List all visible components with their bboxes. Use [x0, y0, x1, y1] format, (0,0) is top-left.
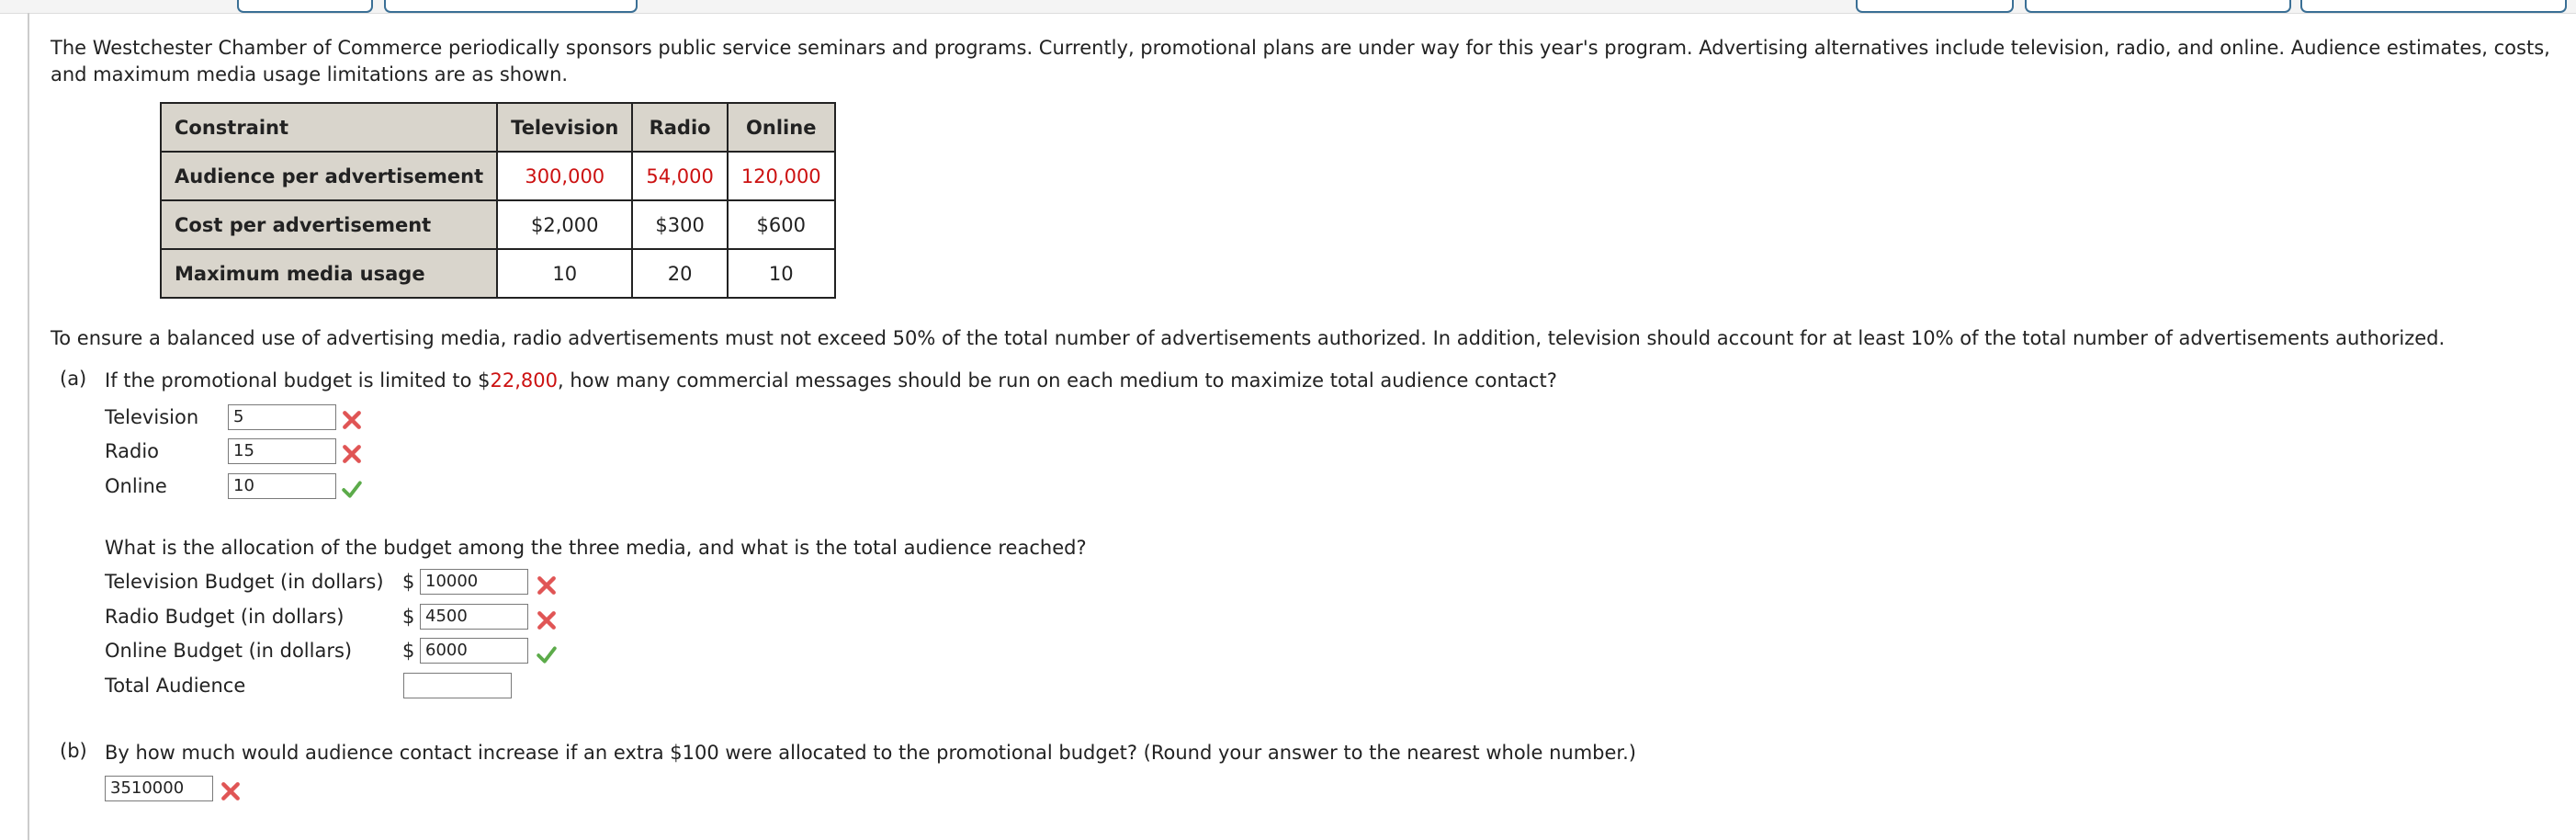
cross-icon: [342, 410, 362, 430]
dollar-sign: $: [402, 606, 415, 628]
table-cell: $300: [632, 200, 727, 249]
toolbar-button[interactable]: [1856, 0, 2014, 13]
table-cell: 20: [632, 249, 727, 298]
part-b-marker: (b): [60, 740, 87, 762]
table-header-cell: Radio: [632, 103, 727, 152]
cross-icon: [537, 575, 557, 596]
row-label: Cost per advertisement: [161, 200, 497, 249]
radio-budget-input[interactable]: 4500: [420, 604, 528, 630]
toolbar-button[interactable]: [237, 0, 373, 13]
table-row: [161, 249, 835, 298]
intro-text: The Westchester Chamber of Commerce periodically sponsors public service seminars and programs. Currently, promotional plans are under way for this year's program. Advertising alternatives include television, radio, and online. Audience estimates, costs, and maximum media usage limitations are as shown.: [51, 37, 2550, 85]
question-text: If the promotional budget is limited to $: [105, 369, 491, 392]
table-header-row: [161, 103, 835, 152]
toolbar-button[interactable]: [2300, 0, 2567, 13]
radio-label: Radio: [105, 440, 160, 462]
toolbar-button[interactable]: [384, 0, 638, 13]
television-budget-input[interactable]: 10000: [420, 569, 528, 595]
allocation-question: What is the allocation of the budget among the three media, and what is the total audience reached?: [105, 537, 1087, 559]
media-table: [160, 102, 836, 299]
dollar-sign: $: [402, 640, 415, 662]
table-cell: $600: [728, 200, 835, 249]
cross-icon: [537, 610, 557, 630]
audience-increase-input[interactable]: 3510000: [105, 776, 213, 801]
check-icon: [342, 479, 362, 499]
online-input[interactable]: 10: [228, 473, 336, 499]
table-cell: 10: [497, 249, 632, 298]
table-row: [161, 200, 835, 249]
online-budget-label: Online Budget (in dollars): [105, 640, 353, 662]
table-header-cell: Online: [728, 103, 835, 152]
table-cell: $2,000: [497, 200, 632, 249]
television-budget-label: Television Budget (in dollars): [105, 571, 384, 593]
top-toolbar: [0, 0, 2576, 14]
cross-icon: [220, 781, 241, 801]
radio-input[interactable]: 15: [228, 438, 336, 464]
online-label: Online: [105, 475, 167, 497]
online-budget-input[interactable]: 6000: [420, 638, 528, 664]
part-a-question: [105, 368, 1557, 394]
check-icon: [537, 644, 557, 664]
row-label: Audience per advertisement: [161, 152, 497, 200]
radio-budget-label: Radio Budget (in dollars): [105, 606, 345, 628]
table-header-cell: Constraint: [161, 103, 497, 152]
toolbar-button[interactable]: [2025, 0, 2291, 13]
table-cell: 120,000: [728, 152, 835, 200]
television-input[interactable]: 5: [228, 404, 336, 430]
table-header-cell: Television: [497, 103, 632, 152]
table-row: [161, 152, 835, 200]
cross-icon: [342, 444, 362, 464]
television-label: Television: [105, 406, 199, 428]
total-audience-input[interactable]: [403, 673, 512, 698]
table-cell: 10: [728, 249, 835, 298]
total-audience-label: Total Audience: [105, 675, 246, 697]
question-text: , how many commercial messages should be run on each medium to maximize total audience contact?: [557, 369, 1557, 392]
table-cell: 300,000: [497, 152, 632, 200]
dollar-sign: $: [402, 571, 415, 593]
table-cell: 54,000: [632, 152, 727, 200]
row-label: Maximum media usage: [161, 249, 497, 298]
part-a-marker: (a): [60, 368, 87, 390]
problem-content: [28, 13, 2576, 840]
budget-amount: 22,800: [490, 369, 558, 392]
part-b-question: By how much would audience contact increase if an extra $100 were allocated to the promotional budget? (Round your answer to the nearest whole number.): [105, 742, 1636, 764]
balance-text: To ensure a balanced use of advertising media, radio advertisements must not exceed 50% of the total number of advertisements authorized. In addition, television should account for at least 10% of the total number of advertisements authorized.: [51, 327, 2446, 349]
